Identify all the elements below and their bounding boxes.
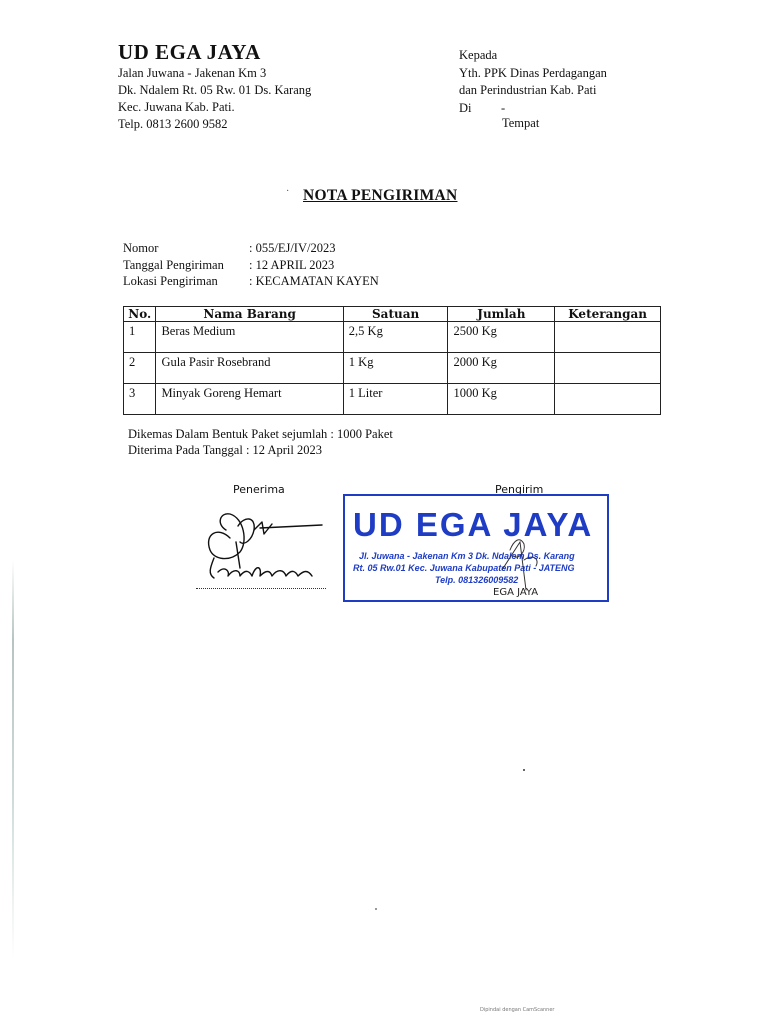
company-phone: Telp. 0813 2600 9582 xyxy=(118,117,228,131)
cell-name: Gula Pasir Rosebrand xyxy=(156,353,343,384)
receiver-signature-line xyxy=(196,588,326,589)
info-value-tanggal: : 12 APRIL 2023 xyxy=(249,258,335,272)
company-address-district: Kec. Juwana Kab. Pati. xyxy=(118,100,235,114)
scanner-watermark: Dipindai dengan CamScanner xyxy=(480,1007,555,1013)
company-stamp xyxy=(343,494,609,602)
cell-note xyxy=(555,322,661,353)
recipient-name-line1: Yth. PPK Dinas Perdagangan xyxy=(459,66,607,80)
table-header-row xyxy=(124,307,661,322)
info-label-lokasi: Lokasi Pengiriman xyxy=(123,274,218,288)
stamp-phone: Telp. 081326009582 xyxy=(435,575,519,585)
title-mark: · xyxy=(286,186,290,197)
info-label-tanggal: Tanggal Pengiriman xyxy=(123,258,224,272)
recipient-di: Di xyxy=(459,101,472,115)
note-package-count: Dikemas Dalam Bentuk Paket sejumlah : 1000 Paket xyxy=(128,427,393,441)
receiver-signature xyxy=(200,508,325,588)
company-name: UD EGA JAYA xyxy=(118,40,261,64)
cell-unit: 1 Liter xyxy=(343,384,448,415)
company-address-street: Jalan Juwana - Jakenan Km 3 xyxy=(118,66,267,80)
cell-qty: 1000 Kg xyxy=(448,384,555,415)
scan-speck xyxy=(375,908,377,910)
info-value-lokasi: : KECAMATAN KAYEN xyxy=(249,274,379,288)
stamp-title: UD EGA JAYA xyxy=(353,506,594,543)
header-keterangan: Keterangan xyxy=(555,307,661,322)
scan-edge-artifact xyxy=(12,560,14,960)
cell-no: 2 xyxy=(124,353,156,384)
cell-name: Beras Medium xyxy=(156,322,343,353)
cell-note xyxy=(555,353,661,384)
cell-unit: 1 Kg xyxy=(343,353,448,384)
sender-signature xyxy=(480,510,560,600)
cell-no: 1 xyxy=(124,322,156,353)
table-row xyxy=(124,322,661,353)
recipient-dash: - xyxy=(501,101,506,115)
header-satuan: Satuan xyxy=(343,307,448,322)
company-address-village: Dk. Ndalem Rt. 05 Rw. 01 Ds. Karang xyxy=(118,83,312,97)
sender-label: Pengirim xyxy=(495,483,544,496)
sender-name: EGA JAYA xyxy=(493,587,539,598)
recipient-name-line2: dan Perindustrian Kab. Pati xyxy=(459,83,597,97)
cell-no: 3 xyxy=(124,384,156,415)
items-table xyxy=(123,306,661,415)
note-received-date: Diterima Pada Tanggal : 12 April 2023 xyxy=(128,443,323,457)
receiver-label: Penerima xyxy=(233,483,285,496)
recipient-place: Tempat xyxy=(502,116,540,130)
info-value-nomor: : 055/EJ/IV/2023 xyxy=(249,241,336,255)
header-nama-barang: Nama Barang xyxy=(156,307,343,322)
document-title: NOTA PENGIRIMAN xyxy=(303,187,458,204)
stamp-address-line1: Jl. Juwana - Jakenan Km 3 Dk. Ndalem Ds. Karang xyxy=(359,551,575,561)
cell-qty: 2500 Kg xyxy=(448,322,555,353)
cell-name: Minyak Goreng Hemart xyxy=(156,384,343,415)
table-row xyxy=(124,353,661,384)
cell-unit: 2,5 Kg xyxy=(343,322,448,353)
cell-qty: 2000 Kg xyxy=(448,353,555,384)
recipient-kepada: Kepada xyxy=(459,48,498,62)
header-jumlah: Jumlah xyxy=(448,307,555,322)
table-row xyxy=(124,384,661,415)
scan-speck xyxy=(523,769,525,771)
header-no: No. xyxy=(124,307,156,322)
cell-note xyxy=(555,384,661,415)
stamp-address-line2: Rt. 05 Rw.01 Kec. Juwana Kabupaten Pati - JATENG xyxy=(353,563,575,573)
info-label-nomor: Nomor xyxy=(123,241,159,255)
